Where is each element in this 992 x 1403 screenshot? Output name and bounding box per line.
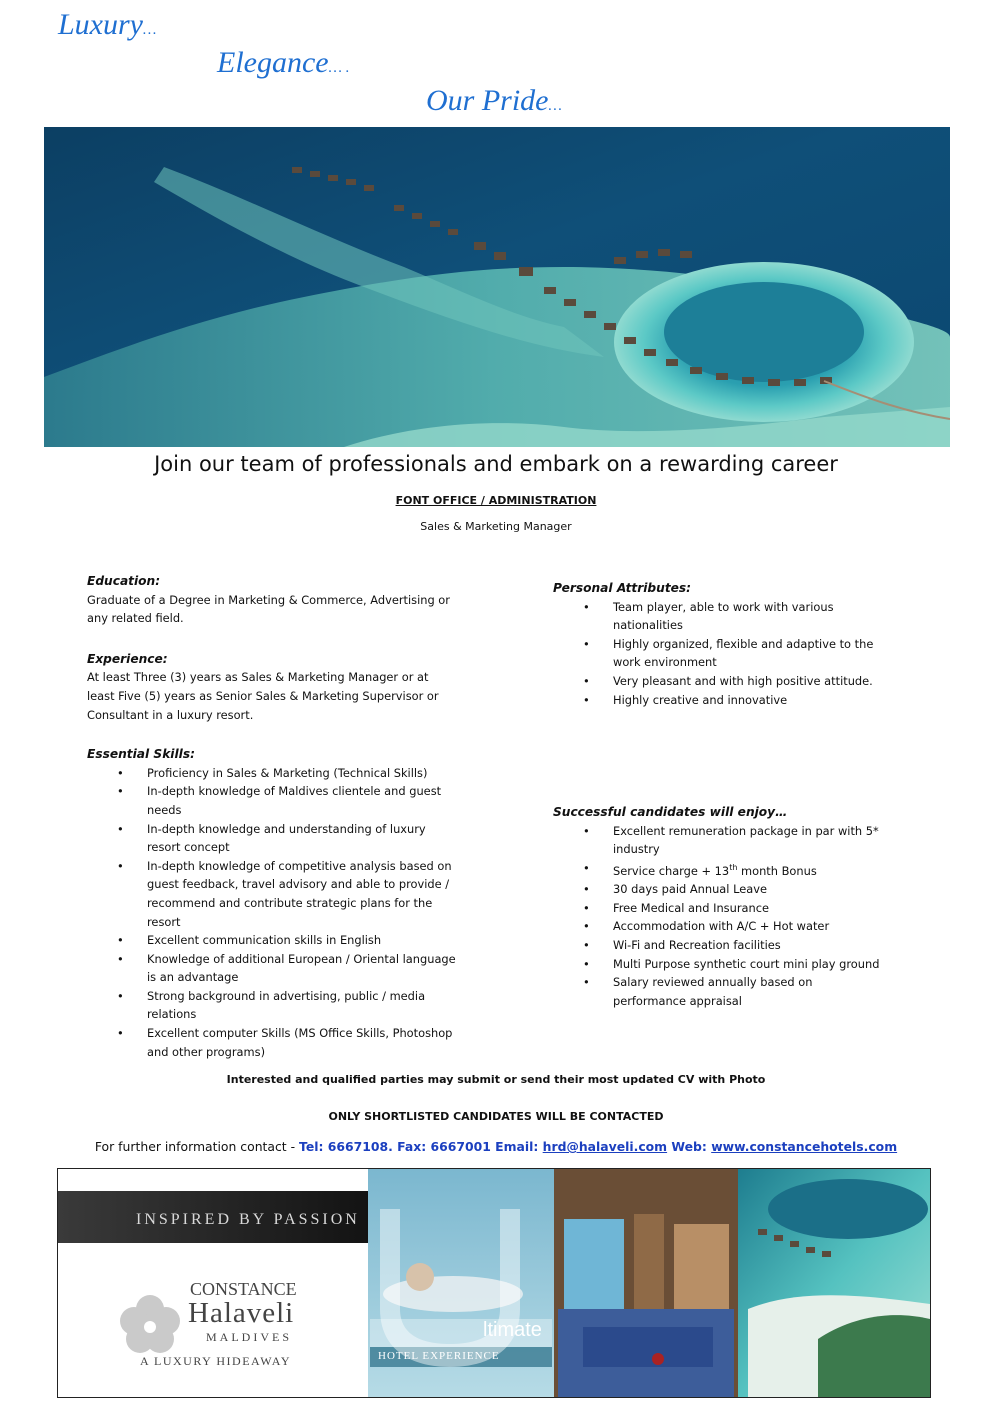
shortlist-note: ONLY SHORTLISTED CANDIDATES WILL BE CONTACTED (328, 1110, 664, 1123)
list-item: • Team player, able to work with various nationalities (553, 598, 883, 635)
tagline-pride: Our Pride… (426, 84, 562, 117)
contact-prefix: For further information contact - (94, 1139, 300, 1154)
skills-heading: Essential Skills: (87, 747, 195, 762)
headline: Join our team of professionals and embark on a rewarding career (154, 452, 838, 476)
bonus-suffix: month Bonus (737, 863, 817, 878)
web-link[interactable]: www.constancehotels.com (711, 1139, 898, 1154)
list-item: • Excellent communication skills in English (87, 931, 459, 950)
superscript-th: th (729, 862, 738, 872)
experience-heading: Experience: (87, 651, 168, 666)
resort-name: Halaveli (188, 1297, 295, 1329)
resort-motto: A LUXURY HIDEAWAY (140, 1354, 291, 1368)
list-item: • Strong background in advertising, public / media relations (87, 987, 459, 1024)
list-item: • Excellent computer Skills (MS Office Skills, Photoshop and other programs) (87, 1024, 459, 1061)
benefits-heading: Successful candidates will enjoy… (553, 805, 788, 819)
left-column (87, 572, 459, 1061)
list-item: • In-depth knowledge of Maldives clientele and guest needs (87, 782, 459, 819)
promo-banner (57, 1168, 931, 1398)
list-item: • Free Medical and Insurance (553, 899, 883, 918)
resort-country: MALDIVES (206, 1330, 292, 1344)
list-item: • Salary reviewed annually based on performance appraisal (553, 973, 883, 1010)
list-item: • Accommodation with A/C + Hot water (553, 917, 883, 936)
list-item: • Knowledge of additional European / Oriental language is an advantage (87, 950, 459, 987)
hotel-experience-label: HOTEL EXPERIENCE (378, 1350, 500, 1362)
hero-aerial-resort-image (44, 127, 950, 447)
service-charge-text: Service charge + 13 (613, 863, 730, 878)
skills-list (87, 764, 459, 1062)
list-item: • Proficiency in Sales & Marketing (Technical Skills) (87, 764, 459, 783)
list-item: • Highly organized, flexible and adaptive to the work environment (553, 635, 883, 672)
ultimate-label: ltimate (483, 1319, 542, 1341)
tel-fax: Tel: 6667108. Fax: 6667001 Email: (299, 1139, 543, 1154)
attributes-section (553, 579, 883, 709)
web-label: Web: (667, 1139, 712, 1154)
list-item: • In-depth knowledge of competitive analysis based on guest feedback, travel advisory and able to provide / recommend and contribute strategic plans for the resort (87, 857, 459, 931)
list-item: • Wi-Fi and Recreation facilities (553, 936, 883, 955)
list-item: • Multi Purpose synthetic court mini play ground (553, 955, 883, 974)
list-item: • Very pleasant and with high positive attitude. (553, 672, 883, 691)
tagline-elegance: Elegance… . (217, 46, 350, 79)
position-title: Sales & Marketing Manager (420, 520, 572, 533)
experience-text: At least Three (3) years as Sales & Marketing Manager or at least Five (5) years as Senior Sales & Marketing Supervisor or Consultant in a luxury resort. (87, 670, 439, 722)
attributes-heading: Personal Attributes: (553, 581, 692, 595)
list-item: • Highly creative and innovative (553, 691, 883, 710)
contact-line (0, 1139, 992, 1154)
brand-name: CONSTANCE (190, 1279, 297, 1299)
education-text: Graduate of a Degree in Marketing & Commerce, Advertising or any related field. (87, 592, 450, 626)
benefits-section (553, 803, 883, 1010)
benefits-list (553, 822, 883, 1011)
list-item: • In-depth knowledge and understanding of luxury resort concept (87, 820, 459, 857)
list-item: • 30 days paid Annual Leave (553, 880, 883, 899)
department-title: FONT OFFICE / ADMINISTRATION (395, 494, 597, 507)
submit-note: Interested and qualified parties may submit or send their most updated CV with Photo (226, 1073, 766, 1086)
attributes-list (553, 598, 883, 710)
banner-slogan: INSPIRED BY PASSION (136, 1211, 360, 1228)
list-item (553, 859, 883, 880)
education-heading: Education: (87, 574, 161, 588)
list-item: • Excellent remuneration package in par with 5* industry (553, 822, 883, 859)
tagline-luxury: Luxury… (58, 8, 157, 41)
email-link[interactable]: hrd@halaveli.com (542, 1139, 668, 1154)
